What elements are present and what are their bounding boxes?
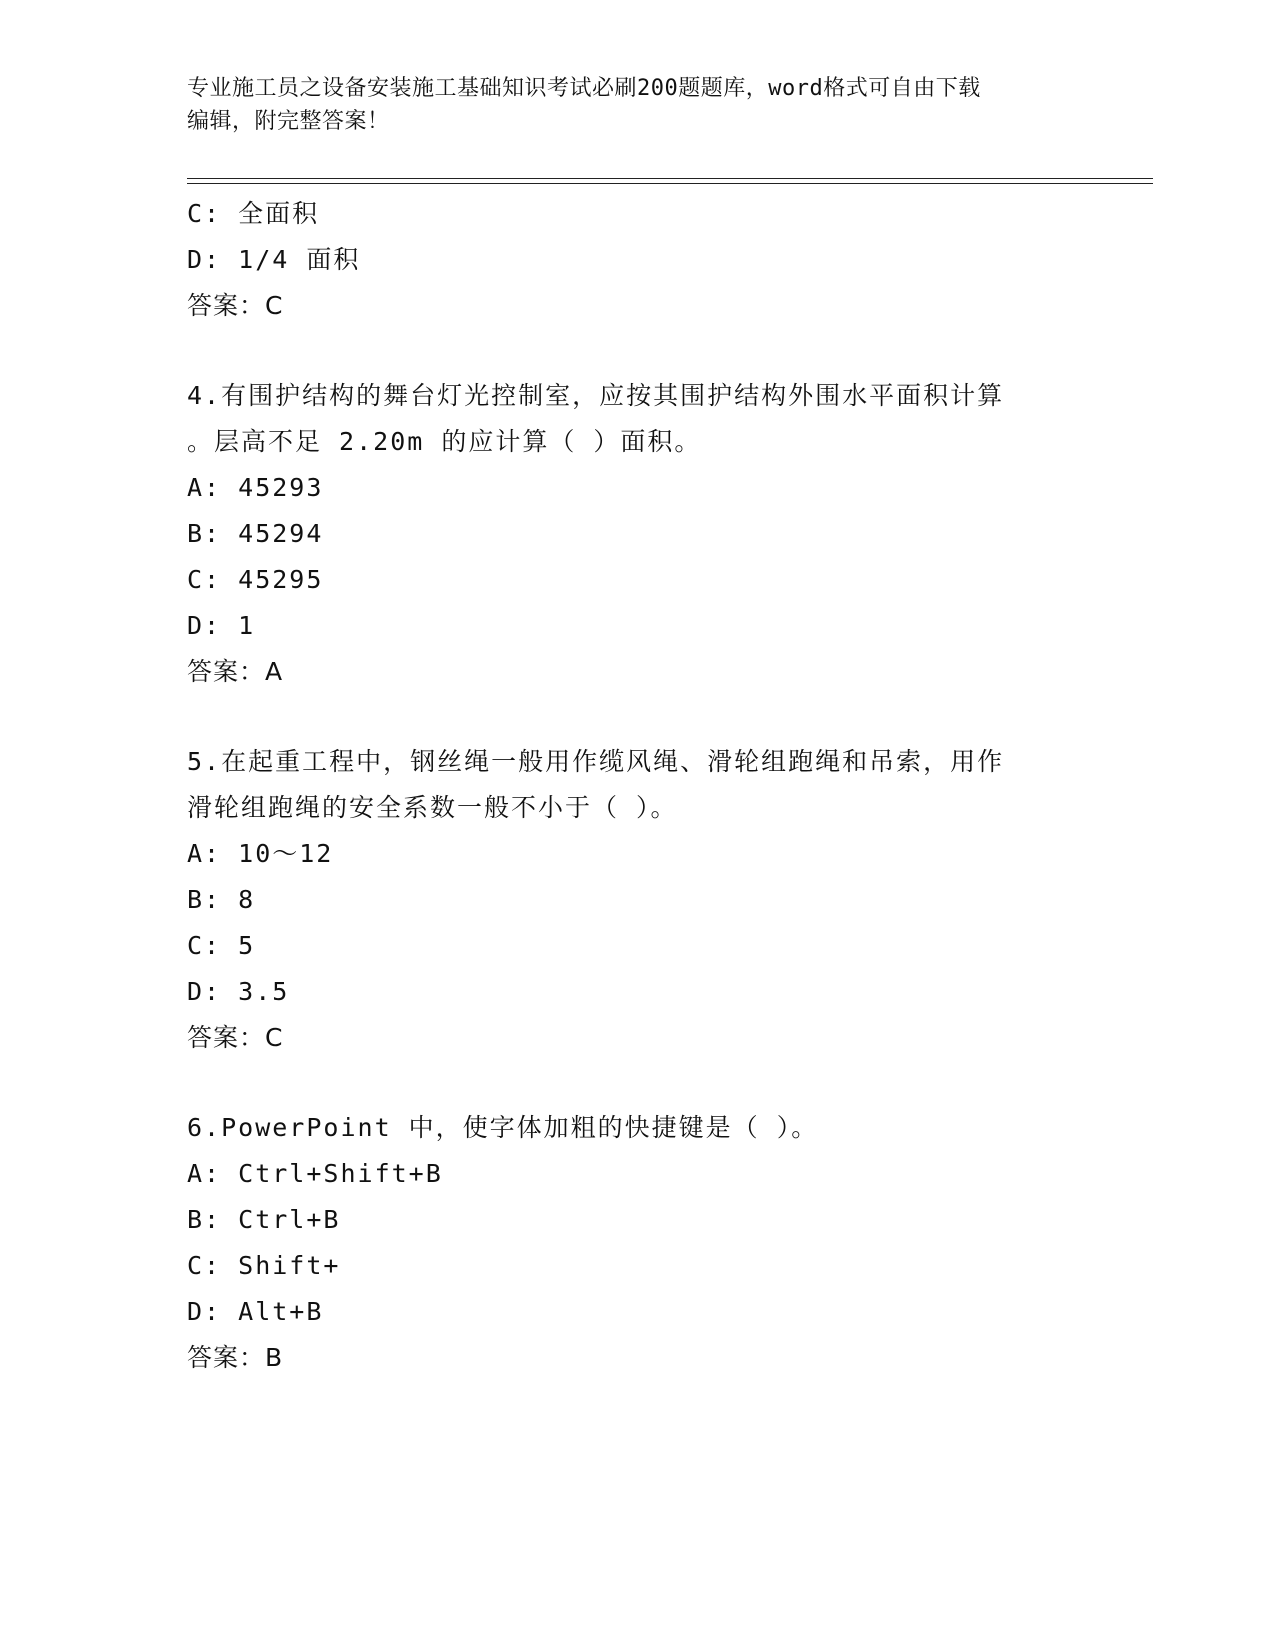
question-block-5: [187, 739, 1087, 1061]
option-c: C: 全面积: [187, 199, 320, 228]
option-d: D: 3.5: [187, 977, 290, 1006]
option-a: A: Ctrl+Shift+B: [187, 1159, 443, 1188]
question-stem: 5.在起重工程中，钢丝绳一般用作缆风绳、滑轮组跑绳和吊索，用作: [187, 747, 1005, 776]
question-stem: 。层高不足 2.20m 的应计算（ ）面积。: [187, 427, 702, 456]
option-c: C: 5: [187, 931, 256, 960]
answer-line: 答案：C: [187, 291, 284, 320]
question-stem: 滑轮组跑绳的安全系数一般不小于（ ）。: [187, 793, 678, 822]
option-d: D: 1/4 面积: [187, 245, 361, 274]
header-divider-top: [187, 178, 1153, 179]
answer-line: 答案：B: [187, 1343, 284, 1372]
option-b: B: 45294: [187, 519, 324, 548]
option-c: C: Shift+: [187, 1251, 341, 1280]
option-a: A: 45293: [187, 473, 324, 502]
option-d: D: Alt+B: [187, 1297, 324, 1326]
header-title-line-2: 编辑，附完整答案！: [187, 109, 390, 134]
question-list: [187, 191, 1087, 1381]
document-header: [187, 72, 1087, 138]
header-title-line-1: 专业施工员之设备安装施工基础知识考试必刷200题题库，word格式可自由下载: [187, 76, 981, 101]
option-b: B: 8: [187, 885, 256, 914]
option-c: C: 45295: [187, 565, 324, 594]
answer-line: 答案：A: [187, 657, 284, 686]
question-stem: 6.PowerPoint 中，使字体加粗的快捷键是（ ）。: [187, 1113, 819, 1142]
question-block-4: [187, 373, 1087, 695]
option-a: A: 10～12: [187, 839, 334, 868]
answer-line: 答案：C: [187, 1023, 284, 1052]
question-block-partial: [187, 191, 1087, 329]
option-b: B: Ctrl+B: [187, 1205, 341, 1234]
question-block-6: [187, 1105, 1087, 1381]
question-stem: 4.有围护结构的舞台灯光控制室，应按其围护结构外围水平面积计算: [187, 381, 1005, 410]
header-divider-bottom: [187, 183, 1153, 184]
option-d: D: 1: [187, 611, 256, 640]
